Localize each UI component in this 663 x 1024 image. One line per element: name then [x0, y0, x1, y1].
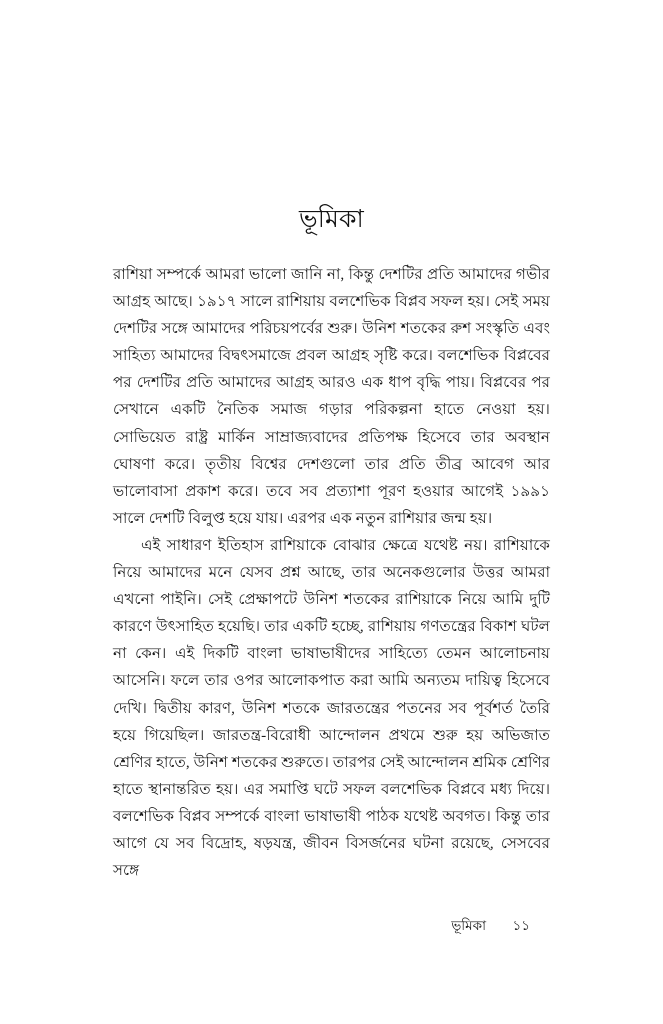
- page-footer: [113, 916, 530, 936]
- footer-chapter-label: ভূমিকা: [451, 918, 486, 933]
- body-text-block: [113, 261, 550, 884]
- page-title: ভূমিকা: [298, 205, 364, 233]
- body-paragraph: এই সাধারণ ইতিহাস রাশিয়াকে বোঝার ক্ষেত্রে যথেষ্ট নয়। রাশিয়াকে নিয়ে আমাদের মনে যেসব প্রশ্ন আছে, তার অনেকগুলোর উত্তর আমরা এখনো পাইনি। সেই প্রেক্ষাপটে উনিশ শতকের রাশিয়াকে নিয়ে আমি দুটি কারণে উৎসাহিত হয়েছি। তার একটি হচ্ছে, রাশিয়ায় গণতন্ত্রের বিকাশ ঘটল না কেন। এই দিকটি বাংলা ভাষাভাষীদের সাহিত্যে তেমন আলোচনায় আসেনি। ফলে তার ওপর আলোকপাত করা আমি অন্যতম দায়িত্ব হিসেবে দেখি। দ্বিতীয় কারণ, উনিশ শতকে জারতন্ত্রের পতনের সব পূর্বশর্ত তৈরি হয়ে গিয়েছিল। জারতন্ত্র-বিরোধী আন্দোলন প্রথমে শুরু হয় অভিজাত শ্রেণির হাতে, উনিশ শতকের শুরুতে। তারপর সেই আন্দোলন শ্রমিক শ্রেণির হাতে স্থানান্তরিত হয়। এর সমাপ্তি ঘটে সফল বলশেভিক বিপ্লবে মধ্য দিয়ে। বলশেভিক বিপ্লব সম্পর্কে বাংলা ভাষাভাষী পাঠক যথেষ্ট অবগত। কিন্তু তার আগে যে সব বিদ্রোহ, ষড়যন্ত্র, জীবন বিসর্জনের ঘটনা রয়েছে, সেসবের সঙ্গে: [113, 536, 550, 880]
- body-paragraph: রাশিয়া সম্পর্কে আমরা ভালো জানি না, কিন্তু দেশটির প্রতি আমাদের গভীর আগ্রহ আছে। ১৯১৭ সালে রাশিয়ায় বলশেভিক বিপ্লব সফল হয়। সেই সময় দেশটির সঙ্গে আমাদের পরিচয়পর্বের শুরু। উনিশ শতকের রুশ সংস্কৃতি এবং সাহিত্য আমাদের বিদ্বৎসমাজে প্রবল আগ্রহ সৃষ্টি করে। বলশেভিক বিপ্লবের পর দেশটির প্রতি আমাদের আগ্রহ আরও এক ধাপ বৃদ্ধি পায়। বিপ্লবের পর সেখানে একটি নৈতিক সমাজ গড়ার পরিকল্পনা হাতে নেওয়া হয়। সোভিয়েত রাষ্ট্র মার্কিন সাম্রাজ্যবাদের প্রতিপক্ষ হিসেবে তার অবস্থান ঘোষণা করে। তৃতীয় বিশ্বের দেশগুলো তার প্রতি তীব্র আবেগ আর ভালোবাসা প্রকাশ করে। তবে সব প্রত্যাশা পূরণ হওয়ার আগেই ১৯৯১ সালে দেশটি বিলুপ্ত হয়ে যায়। এরপর এক নতুন রাশিয়ার জন্ম হয়।: [113, 266, 550, 527]
- page-number: ১১: [512, 918, 530, 933]
